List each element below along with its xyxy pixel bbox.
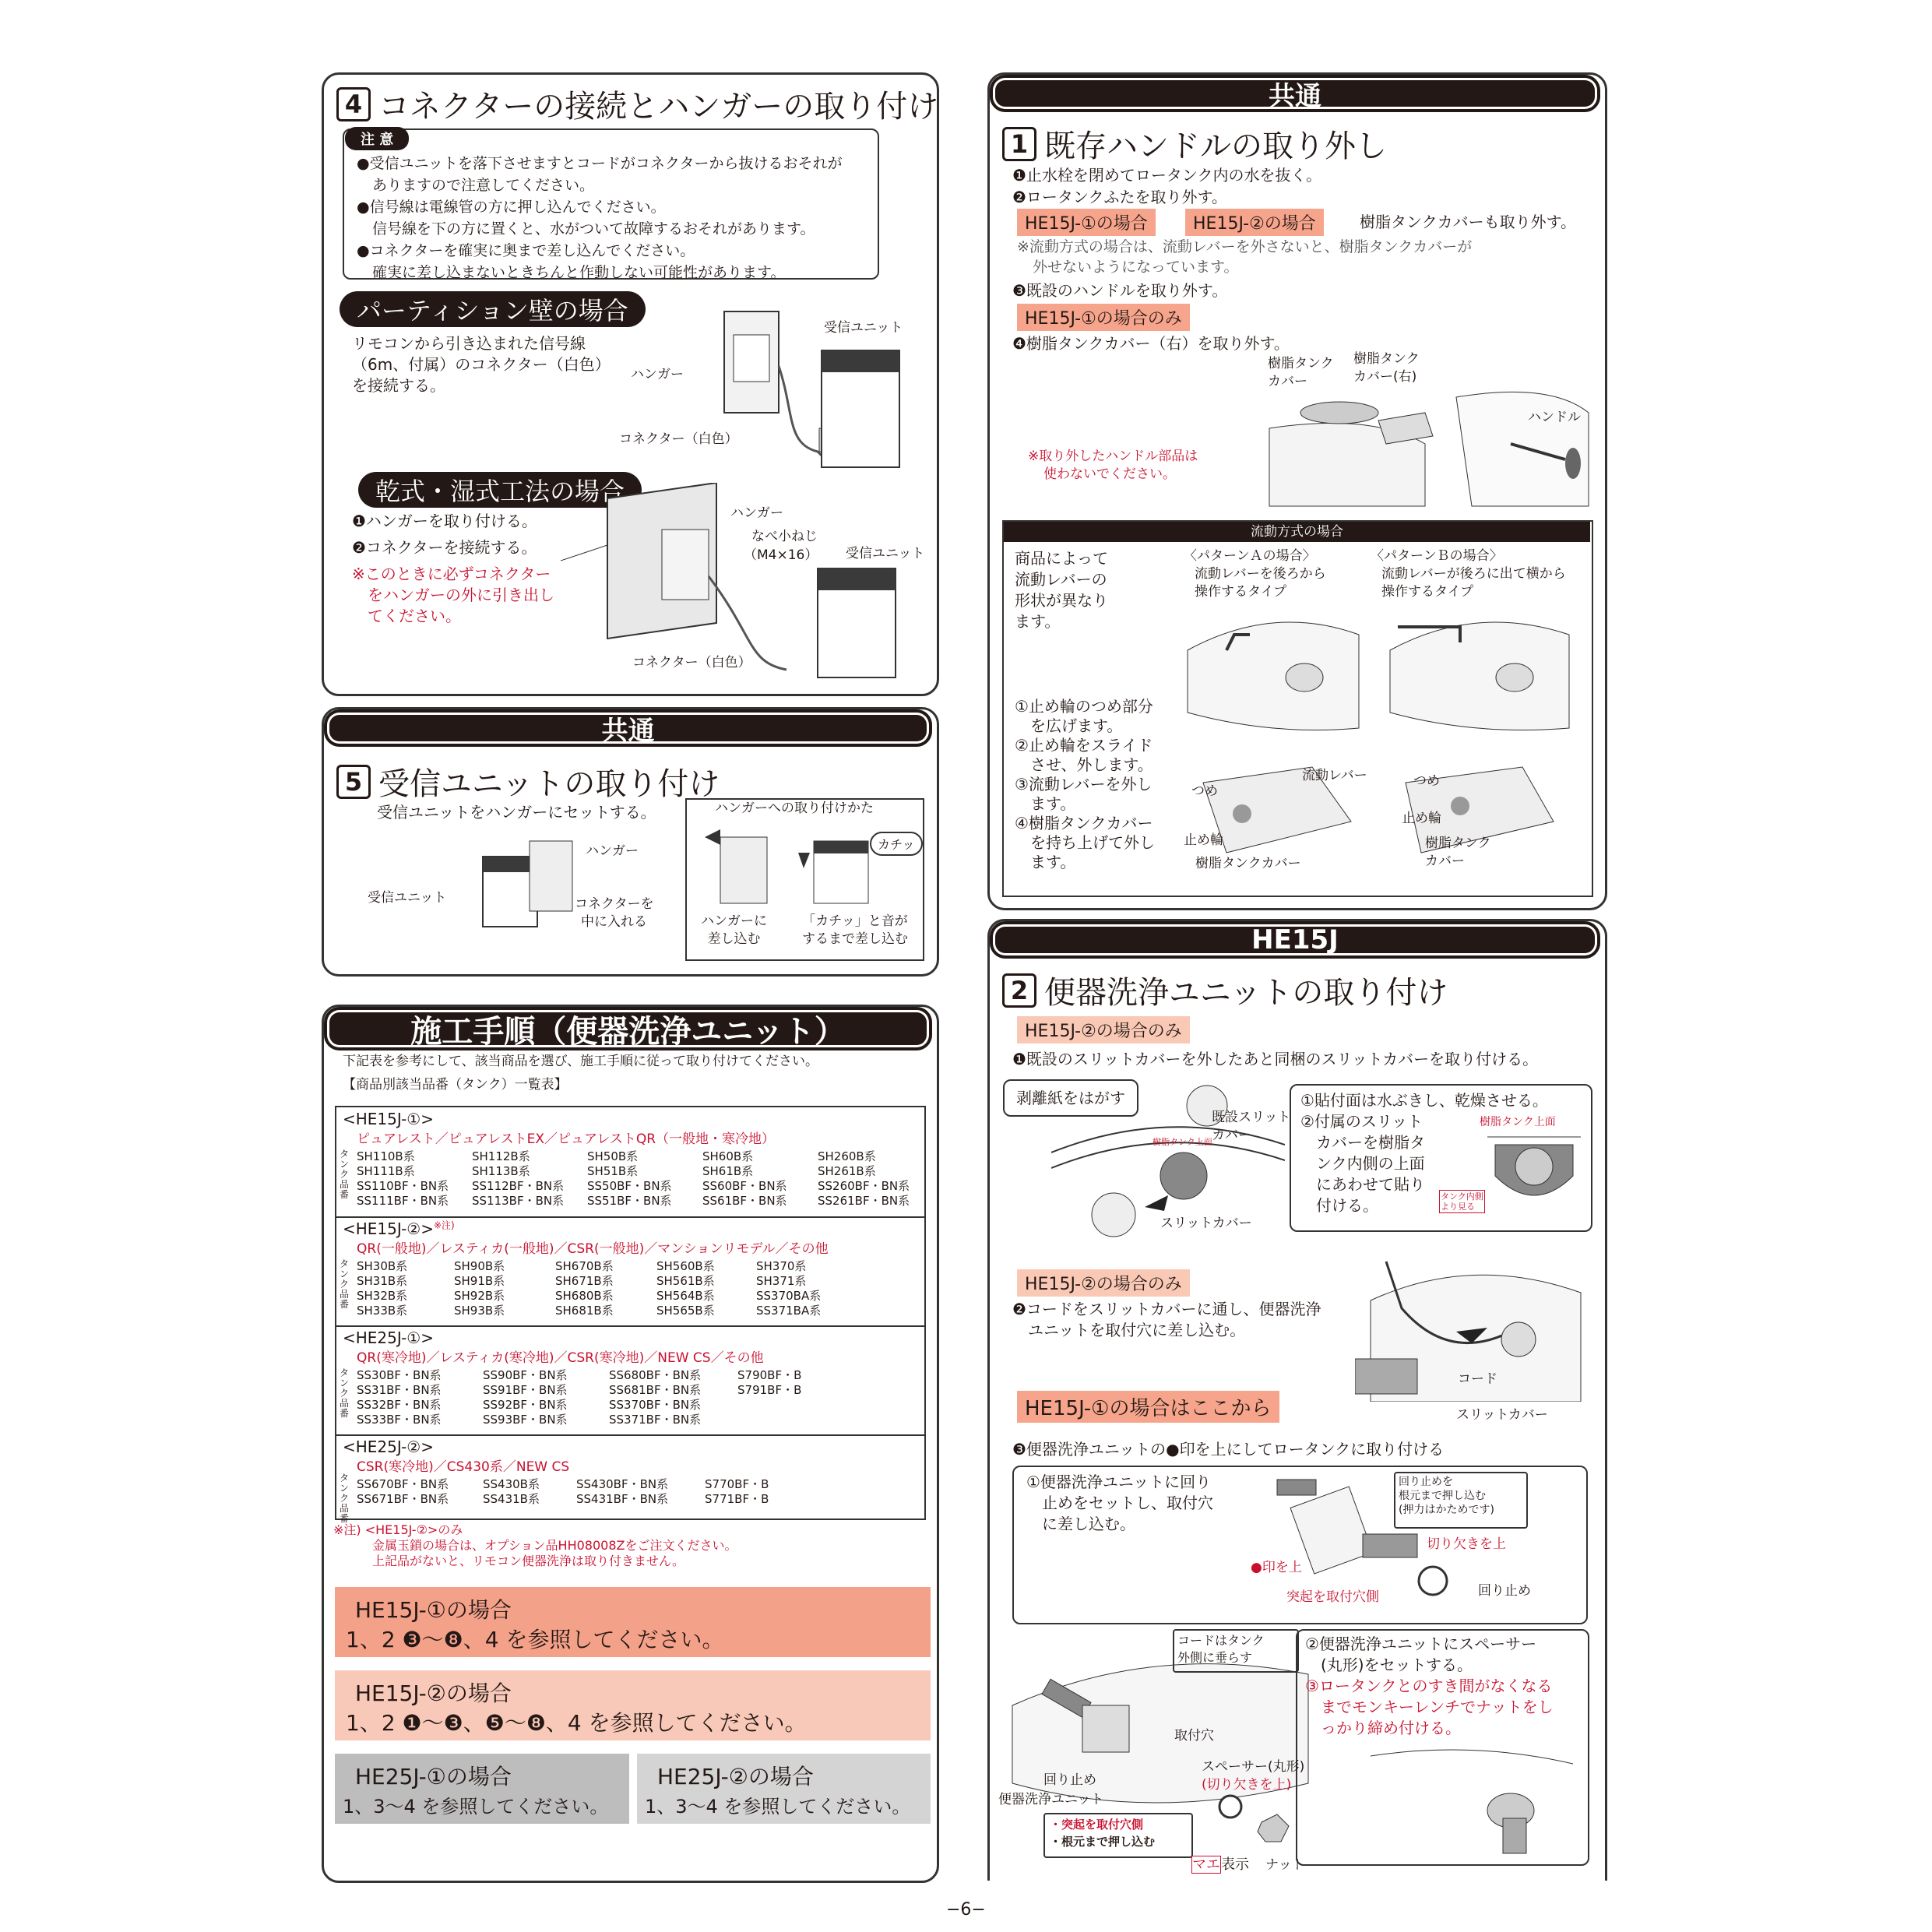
section-2-title: 2 便器洗浄ユニットの取り付け [1002, 968, 1448, 1012]
label-tank-top-small: 樹脂タンク上面 [1153, 1137, 1212, 1147]
tag-he15j-1: HE15J-①の場合 [1017, 209, 1156, 236]
peel-callout: 剥離紙をはがす [1003, 1079, 1138, 1117]
label-spacer: スペーサー(丸形) (切り欠きを上) [1202, 1759, 1305, 1793]
group-head: <HE25J-②> [343, 1438, 434, 1456]
table-divider [335, 1216, 924, 1218]
label-ring-b: 止め輪 [1402, 811, 1441, 826]
table-footnote: ※注) <HE15J-②>のみ 金属玉鎖の場合は、オプション品HH08008Zをご注文ください。 上記品がないと、リモコン便器洗浄は取り付きません。 [333, 1522, 737, 1568]
common-bar-right: 共通 [990, 75, 1600, 112]
label-slit-cover-2: スリットカバー [1456, 1407, 1548, 1423]
model-row: SH31B系 SH91B系 SH671B系 SH561B系 SH371系 [357, 1274, 807, 1288]
caution-text: ●受信ユニットを落下させますとコードがコネクターから抜けるおそれが ありますので注意してください。 ●信号線は電線管の方に押し込んでください。 信号線を下の方に置くと、水がついて故障するおそれがあります。 ●コネクターを確実に奥まで差し込んでください。 確実に差し込まないときちんと作動しない可能性があります。 [357, 155, 843, 281]
click-bubble: カチッ [870, 832, 923, 856]
tank-label: タンク品番 [340, 1258, 350, 1310]
howto-caption-1: ハンガーに 差し込む [701, 913, 767, 947]
model-row: SS670BF・BN系 SS430B系 SS430BF・BN系 S770BF・B [357, 1477, 769, 1491]
label-screw: なべ小ねじ [751, 529, 818, 544]
case-he25j-2: HE25J-②の場合 1、3～4 を参照してください。 [637, 1754, 931, 1824]
dry-wet-title: 乾式・湿式工法の場合 [358, 472, 642, 508]
s1-step-4: ❹樹脂タンクカバー（右）を取り外す。 [1012, 334, 1290, 353]
model-row: SH33B系 SH93B系 SH681B系 SH565B系 SS371BA系 [357, 1304, 822, 1318]
bullet-box: ・突起を取付穴側 ・根元まで押し込む [1043, 1813, 1193, 1858]
tag-he15j-2-only-a: HE15J-②の場合のみ [1017, 1016, 1190, 1043]
spacer-box-text: ②便器洗浄ユニットにスペーサー (丸形)をセットする。 [1305, 1635, 1537, 1674]
tag-he15j-2-only-b: HE15J-②の場合のみ [1017, 1269, 1190, 1297]
step3-box-text: ①便器洗浄ユニットに回り 止めをセットし、取付穴 に差し込む。 [1026, 1473, 1213, 1533]
pattern-b: 〈パターンＢの場合〉 流動レバーが後ろに出て横から 操作するタイプ [1371, 548, 1566, 600]
case-he25j-1: HE25J-①の場合 1、3～4 を参照してください。 [335, 1754, 629, 1824]
section-5-title: 5 受信ユニットの取り付け [336, 759, 720, 804]
label-handle: ハンドル [1528, 410, 1581, 425]
table-divider [335, 1434, 924, 1436]
page-number: −6− [946, 1900, 986, 1920]
dry-step-1: ❶ハンガーを取り付ける。 [352, 512, 537, 530]
label-hanger: ハンガー [631, 367, 684, 382]
label-lever: 流動レバー [1302, 768, 1367, 783]
receiver-set-illustration [475, 833, 584, 934]
label-connector-3: コネクターを 中に入れる [575, 896, 654, 930]
label-receiver: 受信ユニット [824, 320, 903, 336]
model-row: SH111B系 SH113B系 SH51B系 SH61B系 SH261B系 [357, 1164, 876, 1178]
tag-he15j-1-start: HE15J-①の場合はここから [1017, 1391, 1279, 1423]
label-receiver-3: 受信ユニット [368, 890, 447, 906]
flow-intro: 商品によって 流動レバーの 形状が異なり ます。 [1015, 549, 1108, 631]
procedure-title: 施工手順（便器洗浄ユニット） [324, 1007, 932, 1050]
s1-red-note: ※取り外したハンドル部品は 使わないでください。 [1028, 449, 1198, 482]
model-row: SH32B系 SH92B系 SH680B系 SH564B系 SS370BA系 [357, 1289, 822, 1303]
section-number: 4 [336, 87, 371, 121]
tank-label: タンク品番 [340, 1149, 350, 1200]
tank-label: タンク品番 [340, 1473, 350, 1524]
model-row: SS30BF・BN系 SS90BF・BN系 SS680BF・BN系 S790BF・B [357, 1368, 802, 1382]
howto-caption-2: 「カチッ」と音が するまで差し込む [802, 913, 908, 947]
cord-hang-box: コードはタンク 外側に垂らす [1173, 1629, 1299, 1673]
s1-step-1: ❶止水栓を閉めてロータンク内の水を抜く。 [1012, 166, 1322, 185]
model-row: SS31BF・BN系 SS91BF・BN系 SS681BF・BN系 S791BF・B [357, 1383, 802, 1397]
tightened-unit-illustration [1371, 1740, 1573, 1857]
label-claw: つめ [1191, 783, 1218, 799]
group-series: QR(一般地)／レスティカ(一般地)／CSR(一般地)／マンションリモデル／その他 [357, 1241, 829, 1257]
section-5-text: 受信ユニットをハンガーにセットする。 [377, 803, 656, 822]
flow-steps: ①止め輪のつめ部分 を広げます。 ②止め輪をスライド させ、外します。 ③流動レバーを外し ます。 ④樹脂タンクカバー を持ち上げて外し ます。 [1015, 697, 1155, 871]
model-row: SH110B系 SH112B系 SH50B系 SH60B系 SH260B系 [357, 1149, 876, 1163]
label-cord: コード [1458, 1371, 1497, 1387]
label-receiver-2: 受信ユニット [846, 546, 925, 561]
mae-label: マエ表示 [1192, 1856, 1249, 1873]
label-unit: 便器洗浄ユニット [998, 1792, 1104, 1807]
tag-he15j-1-only: HE15J-①の場合のみ [1017, 304, 1190, 331]
s2-step-2: ❷コードをスリットカバーに通し、便器洗浄 ユニットを取付穴に差し込む。 [1012, 1300, 1321, 1339]
common-bar-left: 共通 [324, 709, 932, 747]
label-existing-slit: 既設スリット カバー [1212, 1110, 1291, 1143]
group-series: QR(寒冷地)／レスティカ(寒冷地)／CSR(寒冷地)／NEW CS／その他 [357, 1350, 764, 1366]
section-number: 1 [1002, 127, 1036, 161]
procedure-intro: 下記表を参考にして、該当商品を選び、施工手順に従って取り付けてください。 [343, 1054, 818, 1069]
label-stopper: 回り止め [1478, 1583, 1531, 1599]
howto-title: ハンガーへの取り付けかた [715, 801, 874, 816]
dry-note: ※このときに必ずコネクター をハンガーの外に引き出し てください。 [352, 565, 554, 625]
section-4-title: 4 コネクターの接続とハンガーの取り付け [336, 82, 938, 126]
label-connector: コネクター（白色） [619, 431, 738, 447]
group-series: CSR(寒冷地)／CS430系／NEW CS [357, 1459, 570, 1475]
case-he15j-1: HE15J-①の場合 1、2 ❸～❽、4 を参照してください。 [335, 1587, 931, 1657]
label-protrusion: 突起を取付穴側 [1286, 1589, 1379, 1605]
section-number: 2 [1002, 973, 1036, 1008]
flow-title: 流動方式の場合 [1004, 522, 1590, 542]
group-series: ピュアレスト／ピュアレストEX／ピュアレストQR（一般地・寒冷地） [357, 1131, 776, 1147]
label-slit-cover: スリットカバー [1160, 1216, 1252, 1231]
he15j-bar: HE15J [990, 921, 1600, 959]
label-cover-a: 樹脂タンクカバー [1195, 856, 1301, 871]
group-head: <HE25J-①> [343, 1328, 434, 1347]
partition-title: パーティション壁の場合 [340, 291, 646, 327]
label-nut: ナット [1265, 1857, 1305, 1873]
label-mount-hole: 取付穴 [1174, 1728, 1214, 1744]
label-ring: 止め輪 [1184, 832, 1223, 848]
label-cover-b: 樹脂タンク カバー [1425, 836, 1491, 869]
model-row: SH30B系 SH90B系 SH670B系 SH560B系 SH370系 [357, 1259, 807, 1273]
label-inside: タンク内側 より見る [1441, 1191, 1483, 1212]
s1-step-3: ❸既設のハンドルを取り外す。 [1012, 281, 1228, 300]
label-cover: 樹脂タンク カバー [1268, 356, 1334, 389]
caution-label: 注 意 [345, 127, 409, 150]
model-row: SS110BF・BN系 SS112BF・BN系 SS50BF・BN系 SS60BF・BN系 SS260BF・BN系 [357, 1179, 910, 1193]
model-row: SS32BF・BN系 SS92BF・BN系 SS370BF・BN系 [357, 1398, 702, 1412]
s2-step-1: ❶既設のスリットカバーを外したあと同梱のスリットカバーを取り付ける。 [1012, 1050, 1539, 1068]
tank-label: タンク品番 [340, 1367, 350, 1419]
procedure-list-title: 【商品別該当品番（タンク）一覧表】 [343, 1077, 568, 1093]
pattern-a: 〈パターンＡの場合〉 流動レバーを後ろから 操作するタイプ [1184, 548, 1326, 600]
dry-step-2: ❷コネクターを接続する。 [352, 538, 537, 557]
model-row: SS33BF・BN系 SS93BF・BN系 SS371BF・BN系 [357, 1413, 702, 1427]
tighten-text: ③ロータンクとのすき間がなくなる までモンキーレンチでナットをし っかり締め付ける。 [1305, 1677, 1554, 1737]
partition-text: リモコンから引き込まれた信号線 （6m、付属）のコネクター（白色） を接続する。 [352, 334, 611, 395]
section-1-title: 1 既存ハンドルの取り外し [1002, 121, 1387, 166]
label-screw-size: （M4×16） [744, 547, 818, 563]
model-row: SS671BF・BN系 SS431B系 SS431BF・BN系 S771BF・B [357, 1492, 769, 1506]
tag-he15j-2: HE15J-②の場合 [1185, 209, 1324, 236]
label-mark-up: ●印を上 [1251, 1560, 1302, 1575]
table-divider [335, 1325, 924, 1327]
label-cover-right: 樹脂タンク カバー(右) [1353, 351, 1420, 385]
group-head: <HE15J-②>$^{※注)}$ [343, 1219, 455, 1238]
case-he15j-2: HE15J-②の場合 1、2 ❶～❸、❺～❽、4 を参照してください。 [335, 1670, 931, 1740]
s1-tag2-text: 樹脂タンクカバーも取り外す。 [1360, 213, 1576, 231]
stop-push-box: 回り止めを 根元まで押し込む (押力はかためです) [1394, 1472, 1528, 1529]
s1-step-2: ❷ロータンクふたを取り外す。 [1012, 188, 1227, 206]
label-stopper-2: 回り止め [1043, 1772, 1096, 1788]
group-head: <HE15J-①> [343, 1110, 434, 1128]
pattern-illustrations [1180, 604, 1585, 884]
s1-note: ※流動方式の場合は、流動レバーを外さないと、樹脂タンクカバーが 外せないようになっています。 [1017, 238, 1473, 276]
s2-step-3: ❸便器洗浄ユニットの●印を上にしてロータンクに取り付ける [1012, 1440, 1445, 1459]
label-claw-b: つめ [1413, 773, 1440, 789]
slit-cover-inside-view [1487, 1129, 1581, 1215]
label-tank-top: 樹脂タンク上面 [1480, 1116, 1556, 1128]
section-number: 5 [336, 765, 371, 799]
label-notch-up: 切り欠きを上 [1427, 1536, 1506, 1552]
label-connector-2: コネクター（白色） [632, 655, 751, 670]
model-row: SS111BF・BN系 SS113BF・BN系 SS51BF・BN系 SS61BF・BN系 SS261BF・BN系 [357, 1194, 910, 1208]
slit-box-text: ①貼付面は水ぶきし、乾燥させる。 ②付属のスリット カバーを樹脂タ ンク内側の上面 にあわせて貼り 付ける。 [1300, 1091, 1548, 1215]
label-hanger-3: ハンガー [586, 843, 639, 859]
label-hanger-2: ハンガー [730, 505, 783, 521]
